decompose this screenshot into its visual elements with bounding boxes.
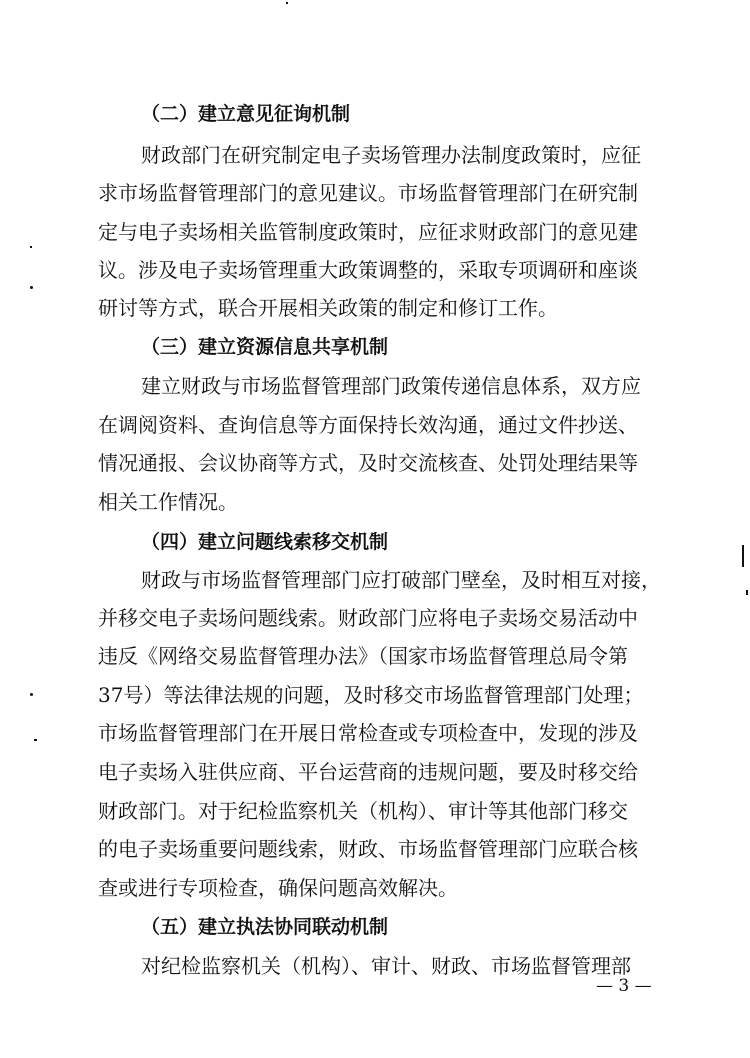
paragraph-line: 对纪检监察机关（机构）、审计、财政、市场监督管理部 bbox=[141, 954, 631, 978]
scan-speck bbox=[34, 739, 37, 741]
paragraph-line: 市场监督管理部门在开展日常检查或专项检查中，发现的涉及 bbox=[98, 721, 638, 745]
paragraph-line: 在调阅资料、查询信息等方面保持长效沟通，通过文件抄送、 bbox=[98, 413, 638, 437]
paragraph-line: 情况通报、会议协商等方式，及时交流核查、处罚处理结果等 bbox=[98, 451, 638, 475]
paragraph-line: 查或进行专项检查，确保问题高效解决。 bbox=[98, 876, 458, 900]
paragraph-line: 财政部门在研究制定电子卖场管理办法制度政策时，应征 bbox=[141, 143, 641, 167]
scan-edge-mark bbox=[742, 545, 744, 567]
section-heading-5: （五）建立执法协同联动机制 bbox=[141, 916, 389, 938]
paragraph-line: 定与电子卖场相关监管制度政策时，应征求财政部门的意见建 bbox=[98, 220, 638, 244]
scan-speck bbox=[30, 246, 32, 248]
paragraph-line: 议。涉及电子卖场管理重大政策调整的，采取专项调研和座谈 bbox=[98, 258, 638, 282]
paragraph-line: 建立财政与市场监督管理部门政策传递信息体系，双方应 bbox=[141, 374, 641, 398]
paragraph-line: 的电子卖场重要问题线索，财政、市场监督管理部门应联合核 bbox=[98, 837, 638, 861]
page-number: — 3 — bbox=[596, 976, 652, 996]
paragraph-line: 求市场监督管理部门的意见建议。市场监督管理部门在研究制 bbox=[98, 181, 638, 205]
section-heading-4: （四）建立问题线索移交机制 bbox=[141, 531, 389, 553]
scan-edge-mark bbox=[746, 590, 748, 595]
paragraph-line: 财政与市场监督管理部门应打破部门壁垒，及时相互对接， bbox=[141, 568, 661, 592]
paragraph-line: 37号）等法律法规的问题，及时移交市场监督管理部门处理； bbox=[98, 683, 644, 707]
scan-speck bbox=[286, 2, 288, 4]
scan-speck bbox=[30, 693, 33, 696]
scan-speck bbox=[30, 286, 33, 289]
paragraph-line: 电子卖场入驻供应商、平台运营商的违规问题，要及时移交给 bbox=[98, 760, 638, 784]
section-heading-2: （二）建立意见征询机制 bbox=[141, 103, 351, 125]
section-heading-3: （三）建立资源信息共享机制 bbox=[141, 336, 389, 358]
paragraph-line: 并移交电子卖场问题线索。财政部门应将电子卖场交易活动中 bbox=[98, 606, 638, 630]
paragraph-line: 研讨等方式，联合开展相关政策的制定和修订工作。 bbox=[98, 296, 558, 320]
paragraph-line: 违反《网络交易监督管理办法》（国家市场监督管理总局令第 bbox=[98, 644, 628, 668]
paragraph-line: 相关工作情况。 bbox=[98, 490, 238, 514]
paragraph-line: 财政部门。对于纪检监察机关（机构）、审计等其他部门移交 bbox=[98, 799, 628, 823]
